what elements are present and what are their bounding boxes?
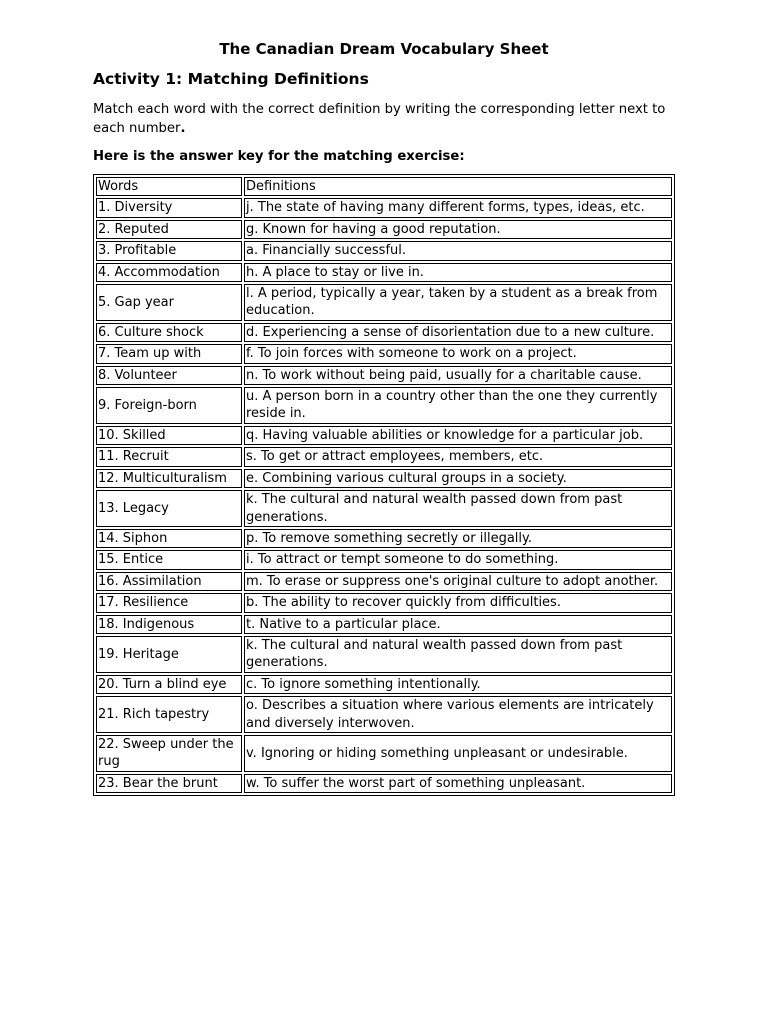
table-row (96, 696, 672, 733)
word-cell: 9. Foreign-born (96, 387, 242, 424)
word-cell: 7. Team up with (96, 344, 242, 363)
vocabulary-table-body (96, 177, 672, 793)
word-cell: 15. Entice (96, 550, 242, 569)
table-row (96, 323, 672, 342)
definition-cell: i. To attract or tempt someone to do something. (244, 550, 672, 569)
vocabulary-table (93, 174, 675, 796)
definition-cell: k. The cultural and natural wealth passed down from past generations. (244, 636, 672, 673)
table-row (96, 198, 672, 217)
table-row (96, 490, 672, 527)
table-row (96, 344, 672, 363)
definition-cell: f. To join forces with someone to work on a project. (244, 344, 672, 363)
definition-cell: m. To erase or suppress one's original culture to adopt another. (244, 572, 672, 591)
word-cell: 10. Skilled (96, 426, 242, 445)
word-cell: 5. Gap year (96, 284, 242, 321)
word-cell: 17. Resilience (96, 593, 242, 612)
definition-cell: p. To remove something secretly or illegally. (244, 529, 672, 548)
definition-cell: j. The state of having many different forms, types, ideas, etc. (244, 198, 672, 217)
word-cell: 20. Turn a blind eye (96, 675, 242, 694)
instructions-period: . (180, 121, 186, 136)
document-page (93, 38, 675, 796)
table-row (96, 593, 672, 612)
definition-cell: g. Known for having a good reputation. (244, 220, 672, 239)
header-words: Words (96, 177, 242, 196)
definition-cell: d. Experiencing a sense of disorientation due to a new culture. (244, 323, 672, 342)
definition-cell: u. A person born in a country other than the one they currently reside in. (244, 387, 672, 424)
table-row (96, 241, 672, 260)
word-cell: 4. Accommodation (96, 263, 242, 282)
word-cell: 23. Bear the brunt (96, 774, 242, 793)
word-cell: 18. Indigenous (96, 615, 242, 634)
table-row (96, 572, 672, 591)
word-cell: 8. Volunteer (96, 366, 242, 385)
word-cell: 21. Rich tapestry (96, 696, 242, 733)
word-cell: 12. Multiculturalism (96, 469, 242, 488)
definition-cell: b. The ability to recover quickly from difficulties. (244, 593, 672, 612)
instructions-paragraph (93, 100, 675, 138)
definition-cell: n. To work without being paid, usually for a charitable cause. (244, 366, 672, 385)
word-cell: 11. Recruit (96, 447, 242, 466)
header-definitions: Definitions (244, 177, 672, 196)
definition-cell: q. Having valuable abilities or knowledge for a particular job. (244, 426, 672, 445)
definition-cell: c. To ignore something intentionally. (244, 675, 672, 694)
table-row (96, 447, 672, 466)
word-cell: 22. Sweep under the rug (96, 735, 242, 772)
instructions-text: Match each word with the correct definition by writing the corresponding letter next to each number (93, 102, 666, 136)
definition-cell: k. The cultural and natural wealth passed down from past generations. (244, 490, 672, 527)
definition-cell: a. Financially successful. (244, 241, 672, 260)
definition-cell: o. Describes a situation where various elements are intricately and diversely interwoven. (244, 696, 672, 733)
table-row (96, 774, 672, 793)
table-row (96, 426, 672, 445)
word-cell: 16. Assimilation (96, 572, 242, 591)
table-row (96, 263, 672, 282)
answer-key-intro: Here is the answer key for the matching exercise: (93, 149, 465, 164)
table-row (96, 636, 672, 673)
document-title: The Canadian Dream Vocabulary Sheet (219, 40, 549, 58)
definition-cell: w. To suffer the worst part of something unpleasant. (244, 774, 672, 793)
table-header-row (96, 177, 672, 196)
word-cell: 2. Reputed (96, 220, 242, 239)
definition-cell: t. Native to a particular place. (244, 615, 672, 634)
definition-cell: s. To get or attract employees, members, etc. (244, 447, 672, 466)
definition-cell: e. Combining various cultural groups in a society. (244, 469, 672, 488)
table-row (96, 550, 672, 569)
activity-heading: Activity 1: Matching Definitions (93, 70, 369, 88)
word-cell: 13. Legacy (96, 490, 242, 527)
table-row (96, 735, 672, 772)
table-row (96, 469, 672, 488)
word-cell: 3. Profitable (96, 241, 242, 260)
definition-cell: l. A period, typically a year, taken by a student as a break from education. (244, 284, 672, 321)
table-row (96, 529, 672, 548)
definition-cell: h. A place to stay or live in. (244, 263, 672, 282)
table-row (96, 366, 672, 385)
table-row (96, 615, 672, 634)
word-cell: 19. Heritage (96, 636, 242, 673)
word-cell: 1. Diversity (96, 198, 242, 217)
table-row (96, 675, 672, 694)
word-cell: 6. Culture shock (96, 323, 242, 342)
table-row (96, 220, 672, 239)
definition-cell: v. Ignoring or hiding something unpleasant or undesirable. (244, 735, 672, 772)
table-row (96, 387, 672, 424)
word-cell: 14. Siphon (96, 529, 242, 548)
table-row (96, 284, 672, 321)
